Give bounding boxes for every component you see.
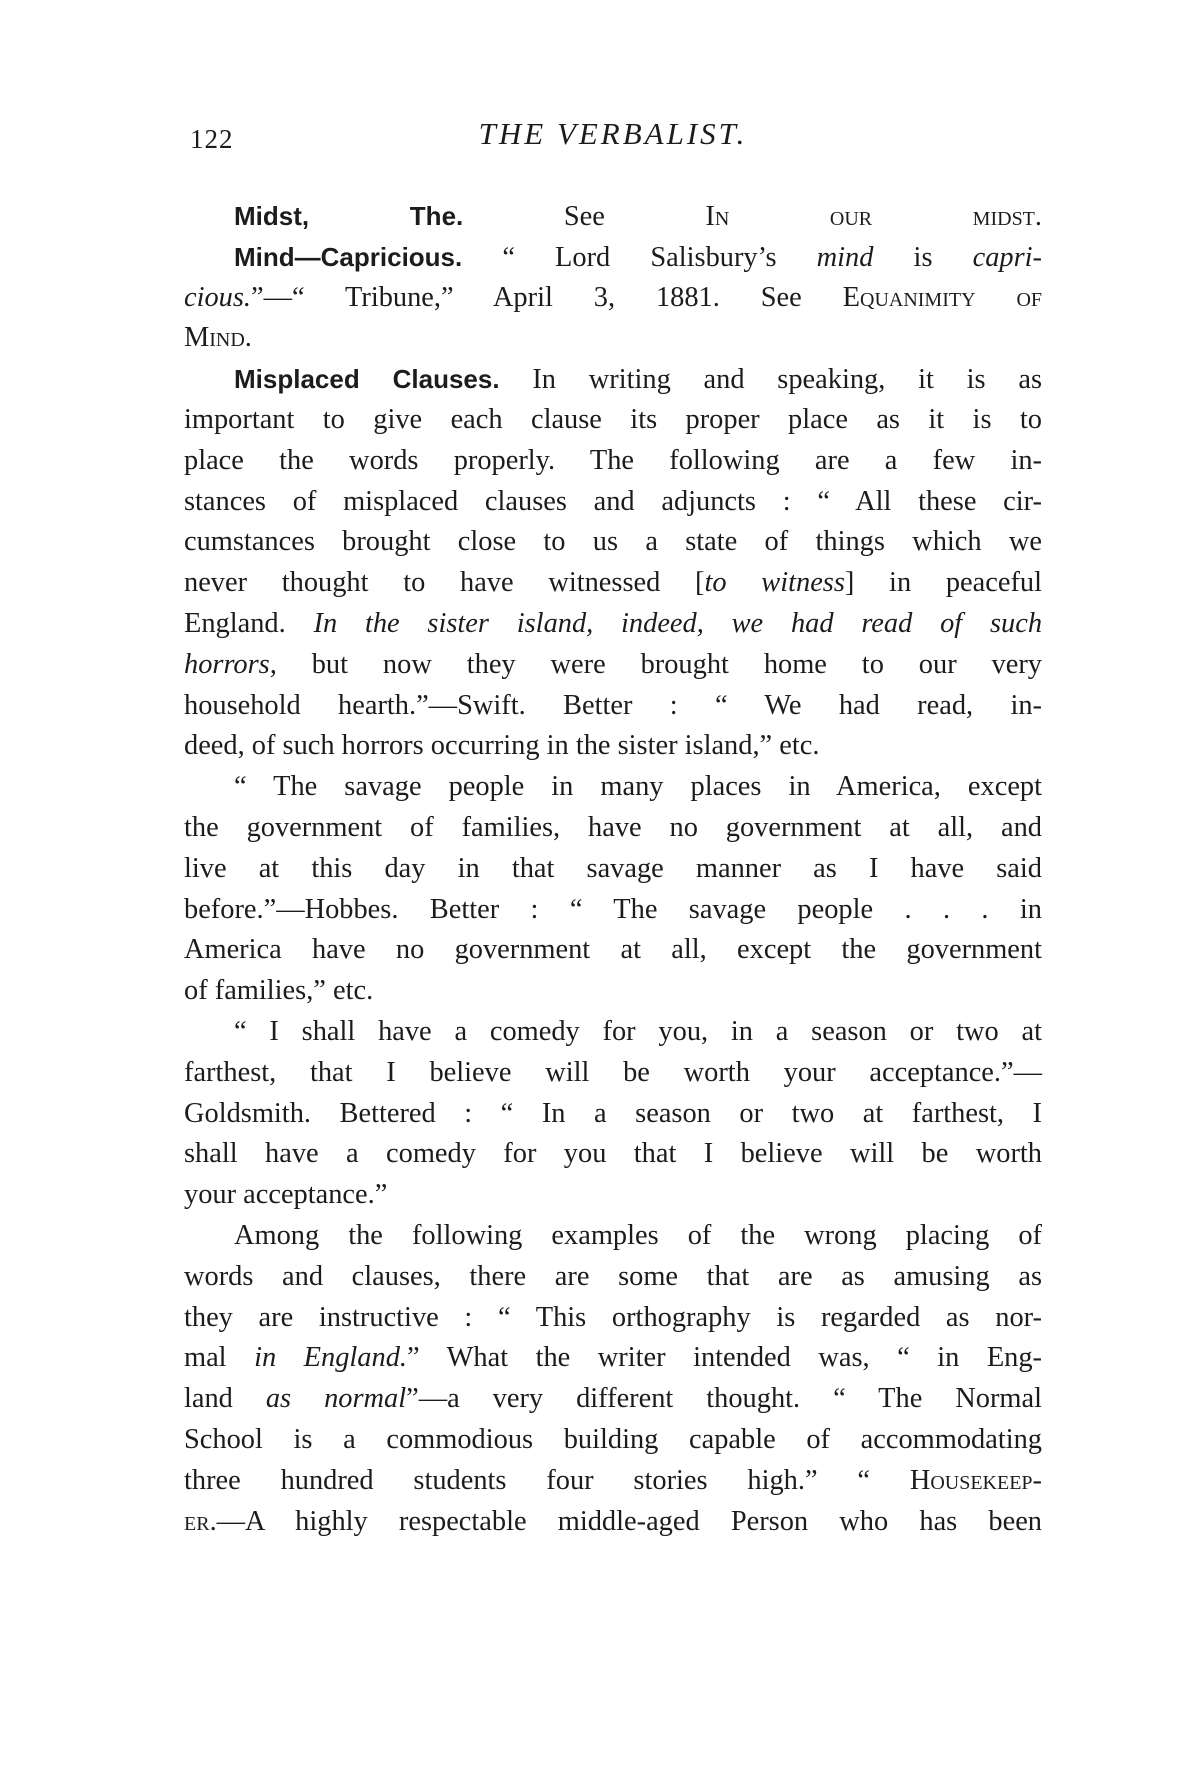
text-line: stances of misplaced clauses and adjuncts : “ All these cir- bbox=[184, 485, 1042, 517]
cross-reference: In our midst bbox=[705, 201, 1035, 232]
text-line: live at this day in that savage manner as I have said bbox=[184, 852, 1042, 884]
page-number: 122 bbox=[190, 124, 234, 154]
paragraph-goldsmith: “ I shall have a comedy for you, in a season or two at bbox=[234, 1015, 1042, 1047]
text-line: Goldsmith. Bettered : “ In a season or two at farthest, I bbox=[184, 1097, 1042, 1129]
text-line: words and clauses, there are some that are as amusing as bbox=[184, 1260, 1042, 1292]
text-line: your acceptance.” bbox=[184, 1179, 388, 1211]
text-line: they are instructive : “ This orthography is regarded as nor- bbox=[184, 1301, 1042, 1333]
text-line: America have no government at all, except the government bbox=[184, 934, 1042, 966]
text-line: horrors, but now they were brought home to our very bbox=[184, 648, 1042, 680]
text-line: household hearth.”—Swift. Better : “ We had read, in- bbox=[184, 689, 1042, 721]
text-line: shall have a comedy for you that I believe will be worth bbox=[184, 1138, 1042, 1170]
text-line: cumstances brought close to us a state of things which we bbox=[184, 526, 1042, 558]
text-line: mal in England.” What the writer intended was, “ in Eng- bbox=[184, 1342, 1043, 1374]
text-line: cious.”—“ Tribune,” April 3, 1881. See Equanimity of bbox=[184, 281, 1043, 313]
entry-misplaced-clauses: Misplaced Clauses. In writing and speaking, it is as bbox=[234, 364, 1042, 396]
entry-mind-capricious: Mind—Capricious. “ Lord Salisbury’s mind is capri- bbox=[234, 241, 1042, 273]
body-text bbox=[184, 196, 1042, 1542]
text-line: farthest, that I believe will be worth your acceptance.”— bbox=[184, 1056, 1042, 1088]
text-line: important to give each clause its proper place as it is to bbox=[184, 403, 1042, 435]
paragraph-examples: Among the following examples of the wrong placing of bbox=[234, 1219, 1042, 1251]
entry-midst: Midst, The. See In our midst. bbox=[234, 201, 1043, 232]
text-line: er.—A highly respectable middle-aged Person who has been bbox=[184, 1505, 1042, 1537]
text-line: place the words properly. The following are a few in- bbox=[184, 444, 1042, 476]
entry-heading: Mind—Capricious. bbox=[234, 241, 463, 272]
entry-heading: Misplaced Clauses. bbox=[234, 364, 500, 395]
page-header bbox=[184, 116, 1042, 156]
text-line: England. In the sister island, indeed, we had read of such bbox=[184, 607, 1043, 639]
text-line: deed, of such horrors occurring in the sister island,” etc. bbox=[184, 730, 820, 762]
text-line: three hundred students four stories high.” “ Housekeep- bbox=[184, 1464, 1042, 1496]
text-line: before.”—Hobbes. Better : “ The savage people . . . in bbox=[184, 893, 1042, 925]
text-line: Mind. bbox=[184, 322, 252, 354]
text-line: of families,” etc. bbox=[184, 975, 374, 1007]
cross-reference: Mind bbox=[184, 322, 245, 354]
text-line: never thought to have witnessed [to witness] in peaceful bbox=[184, 567, 1042, 599]
text-line: the government of families, have no government at all, and bbox=[184, 811, 1042, 843]
paragraph-hobbes: “ The savage people in many places in America, except bbox=[234, 771, 1042, 803]
cross-reference: Equanimity of bbox=[842, 281, 1043, 313]
entry-heading: Midst, The. bbox=[234, 201, 464, 231]
text-line: land as normal”—a very different thought. “ The Normal bbox=[184, 1383, 1042, 1415]
text-line: School is a commodious building capable of accommodating bbox=[184, 1423, 1042, 1455]
running-title: THE VERBALIST. bbox=[478, 116, 748, 151]
